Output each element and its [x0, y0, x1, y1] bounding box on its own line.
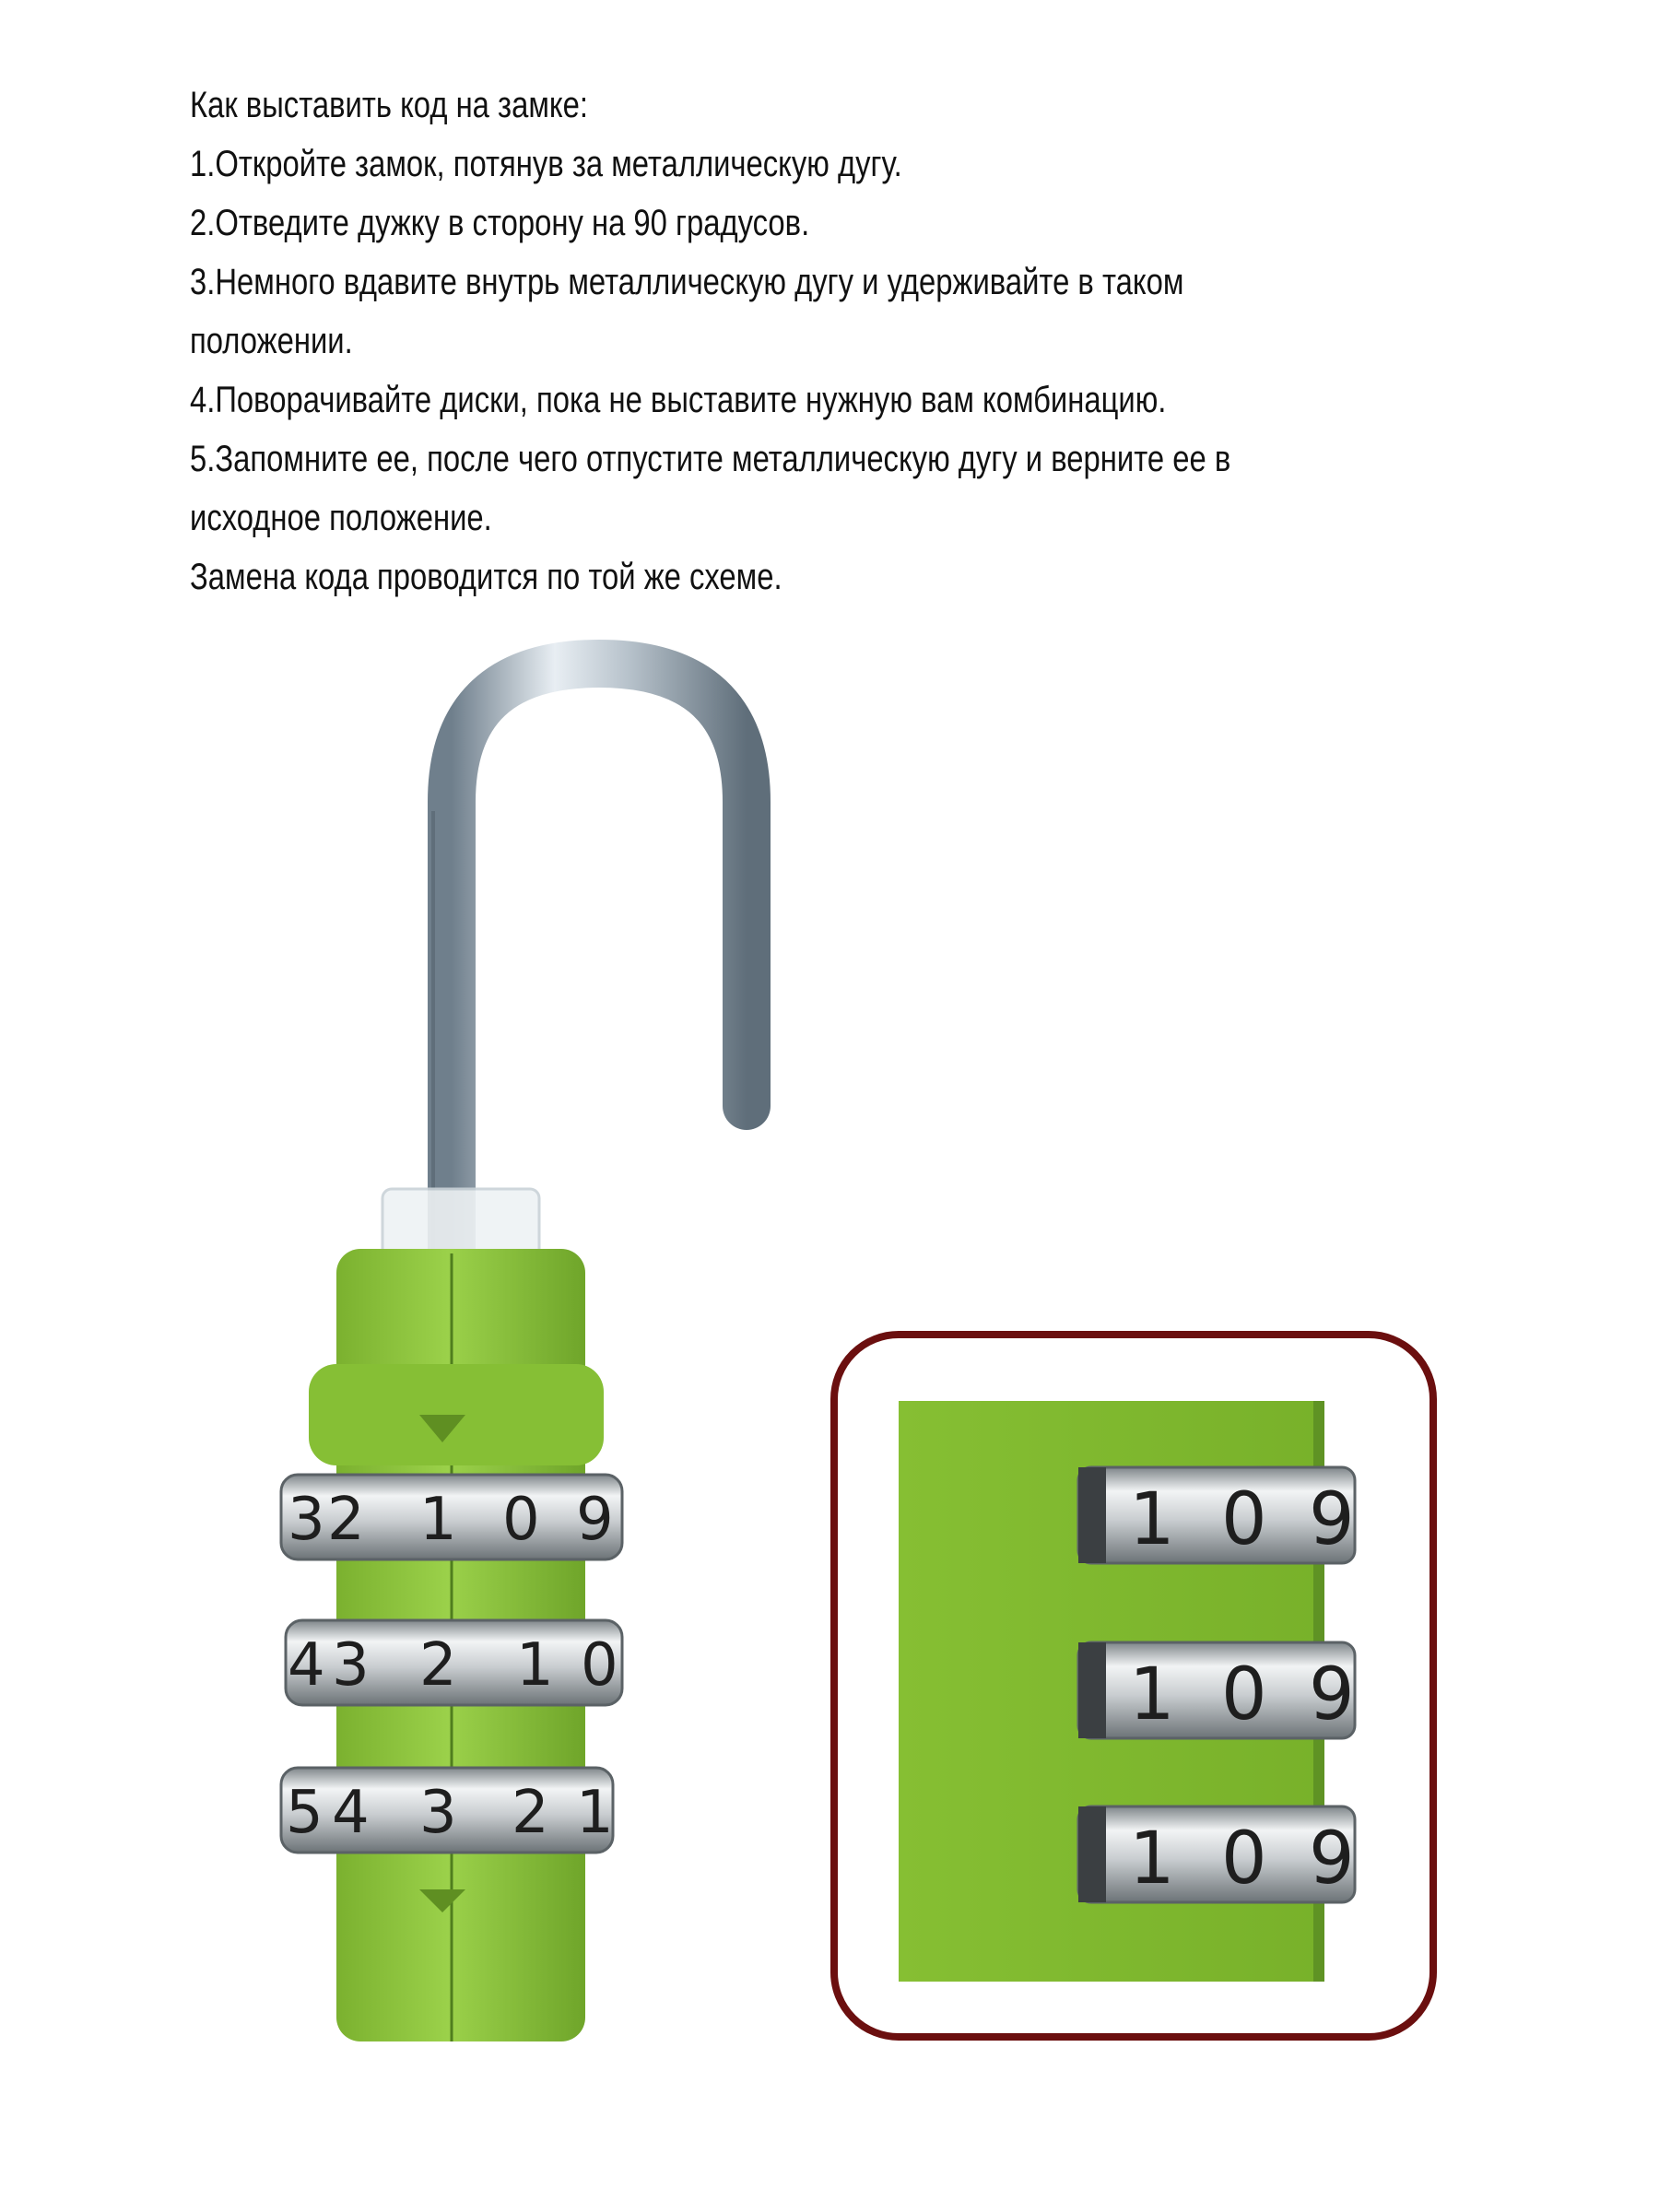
step-5-continued: исходное положение. [190, 498, 492, 538]
lock-dial-2-digit: 0 [581, 1631, 618, 1700]
lock-dial-2 [286, 1620, 622, 1705]
lock-dial-2-digit: 3 [332, 1631, 370, 1700]
zoom-dial-2-digit: 9 [1309, 1653, 1355, 1736]
instructions-title: Как выставить код на замке: [190, 85, 588, 125]
zoom-detail [834, 1335, 1433, 2037]
step-2: 2.Отведите дужку в сторону на 90 градусов. [190, 203, 810, 243]
step-5: 5.Запомните ее, после чего отпустите металлическую дугу и верните ее в [190, 439, 1231, 479]
lock-dial-1-digit: 0 [502, 1486, 540, 1554]
lock-dial-3-digit: 3 [419, 1779, 457, 1847]
lock-dial-1-digit: 2 [327, 1486, 365, 1554]
step-3: 3.Немного вдавите внутрь металлическую дугу и удерживайте в таком [190, 262, 1184, 302]
zoom-dial-2-digit: 0 [1221, 1653, 1267, 1736]
zoom-dial-2 [1078, 1642, 1355, 1738]
shackle [452, 664, 747, 1272]
lock-dial-3 [281, 1768, 614, 1853]
zoom-dial-1-digit: 1 [1129, 1478, 1175, 1561]
zoom-dial-1-digit: 9 [1309, 1478, 1355, 1561]
lock-dial-2-digit: 4 [288, 1631, 325, 1700]
step-1: 1.Откройте замок, потянув за металлическую дугу. [190, 144, 902, 184]
instructions-footer: Замена кода проводится по той же схеме. [190, 557, 782, 597]
lock-dial-3-digit: 2 [512, 1779, 549, 1847]
lock-dial-3-digit: 1 [576, 1779, 614, 1847]
zoom-dial-3-digit: 9 [1309, 1818, 1355, 1900]
step-3-continued: положении. [190, 321, 353, 361]
lock-dial-3-digit: 4 [332, 1779, 370, 1847]
padlock-illustration [281, 664, 747, 2041]
zoom-dial-3 [1078, 1806, 1355, 1902]
zoom-dial-2-digit: 1 [1129, 1653, 1175, 1736]
lock-dial-3-digit: 5 [286, 1779, 324, 1847]
lock-dial-1-digit: 3 [288, 1486, 325, 1554]
lock-dial-1-digit: 9 [576, 1486, 614, 1554]
lock-dial-1 [281, 1475, 622, 1559]
zoom-dial-3-digit: 0 [1221, 1818, 1267, 1900]
lock-dial-1-digit: 1 [419, 1486, 457, 1554]
lock-dial-2-digit: 2 [419, 1631, 457, 1700]
lock-dial-2-digit: 1 [516, 1631, 554, 1700]
zoom-dial-1 [1078, 1467, 1355, 1563]
zoom-dial-3-digit: 1 [1129, 1818, 1175, 1900]
zoom-dial-1-digit: 0 [1221, 1478, 1267, 1561]
step-4: 4.Поворачивайте диски, пока не выставите нужную вам комбинацию. [190, 380, 1167, 420]
